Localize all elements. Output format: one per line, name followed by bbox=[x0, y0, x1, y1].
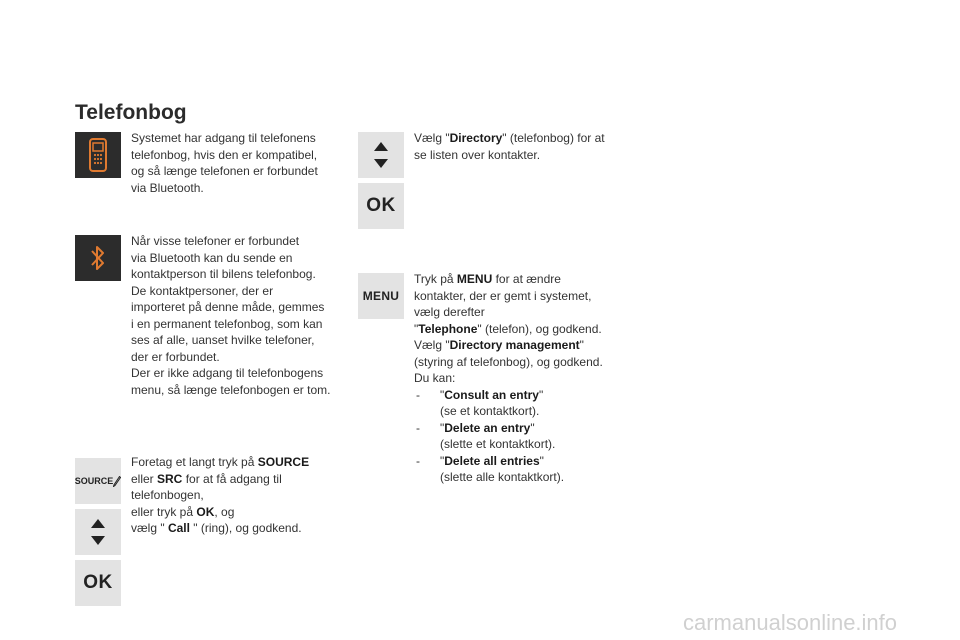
source-label: SOURCE bbox=[74, 476, 114, 486]
source-paragraph: Foretag et langt tryk på SOURCE eller SRC for at få adgang til telefonbogen, eller tryk på OK, og vælg " Call " (ring), og godkend. bbox=[131, 455, 310, 535]
list-item: - "Delete an entry" bbox=[416, 420, 535, 435]
watermark: carmanualsonline.info bbox=[683, 610, 898, 635]
up-down-arrows-icon bbox=[89, 516, 107, 548]
ok-button[interactable] bbox=[75, 560, 121, 606]
pen-icon bbox=[113, 476, 121, 487]
phone-icon bbox=[87, 138, 109, 172]
bluetooth-button[interactable] bbox=[75, 235, 121, 281]
up-down-arrows-icon bbox=[372, 139, 390, 171]
list-item: - "Delete all entries" bbox=[416, 453, 544, 468]
phone-button[interactable] bbox=[75, 132, 121, 178]
ok-label: OK bbox=[366, 195, 396, 216]
menu-button[interactable] bbox=[358, 273, 404, 319]
bluetooth-icon bbox=[89, 243, 107, 273]
bluetooth-paragraph: Når visse telefoner er forbundet via Bluetooth kan du sende en kontaktperson til bilens telefonbog. De kontaktpersoner, der er importeret på denne måde, gemmes i en permanent telefonbog, som kan ses af alle, uanset hvilke telefoner, der er forbundet. Der er ikke adgang til telefonbogens menu, så længe telefonbogen er tom. bbox=[131, 234, 331, 397]
intro-paragraph: Systemet har adgang til telefonens telefonbog, hvis den er kompatibel, og så længe telefonen er forbundet via Bluetooth. bbox=[131, 131, 318, 195]
up-down-arrows-button[interactable] bbox=[75, 509, 121, 555]
up-down-arrows-button[interactable] bbox=[358, 132, 404, 178]
source-button[interactable] bbox=[75, 458, 121, 504]
list-item: - "Consult an entry" bbox=[416, 387, 544, 402]
ok-label: OK bbox=[83, 572, 113, 593]
ok-button[interactable] bbox=[358, 183, 404, 229]
menu-paragraph: Tryk på MENU for at ændre kontakter, der er gemt i systemet, vælg derefter "Telephone" (telefon), og godkend. Vælg "Directory management" (styring af telefonbog), og godkend. Du kan: - "Consult an entry" (se et kontaktkort). - "Delete an entry" (slette et kontaktkort). - "Delete all entries" (slette alle kontaktkort). bbox=[414, 272, 603, 484]
directory-paragraph: Vælg "Directory" (telefonbog) for at se listen over kontakter. bbox=[414, 131, 605, 162]
menu-label: MENU bbox=[362, 289, 400, 303]
page-title: Telefonbog bbox=[75, 101, 187, 124]
